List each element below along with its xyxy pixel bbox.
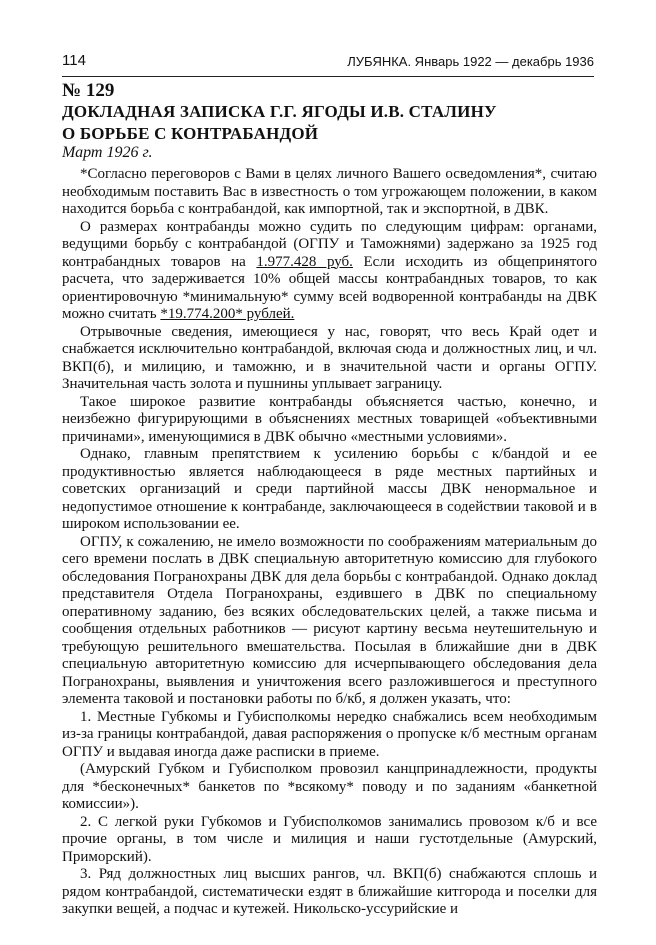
underlined-sum-1: 1.977.428 руб. bbox=[256, 253, 353, 270]
paragraph-8: (Амурский Губком и Губисполком провозил канцпринадлежности, продукты для *бесконечных* банкетов по *всякому* поводу и по заданиям «банкетной комиссии»). bbox=[62, 761, 597, 812]
paragraph-7: 1. Местные Губкомы и Губисполкомы нередко снабжались всем необходимым из-за границы контрабандой, давая распоряжения о пропуске к/б местным органам ОГПУ и выдавая иногда даже расписки в приеме. bbox=[62, 708, 597, 760]
paragraph-3: Отрывочные сведения, имеющиеся у нас, говорят, что весь Край одет и снабжается исключительно контрабандой, включая сюда и должностных лиц, и чл. ВКП(б), и милицию, и таможню, и в значительной части и органы ОГПУ. Значительная часть золота и пушнины уплывает заграницу. bbox=[62, 323, 597, 392]
paragraph-5: Однако, главным препятствием к усилению борьбы с к/бандой и ее продуктивностью является наблюдающееся в ряде местных партийных и советских организаций и среди партийной массы ДВК ненормальное и недопустимое отношение к контрабанде, заключающееся в содействии таковой и в широком использовании ее. bbox=[62, 446, 597, 532]
document-number: № 129 bbox=[62, 80, 115, 101]
document-title bbox=[62, 101, 602, 145]
underlined-sum-2: *19.774.200* рублей. bbox=[160, 306, 295, 322]
document-body bbox=[62, 166, 597, 919]
paragraph-6: ОГПУ, к сожалению, не имело возможности по соображениям материальным до сего времени послать в ДВК специальную авторитетную комиссию для глубокого обследования Погранохраны ДВК для дела борьбы с контрабандой. Однако доклад представителя Отдела Погранохраны, ездившего в ДВК по специальному оперативному заданию, без всяких обследовательских целей, а также письма и сообщения отдельных работников — рисуют картину весьма неутешительную и требующую решительного вмешательства. Посылая в ближайшие дни в ДВК специальную авторитетную комиссию для исчерпывающего обследования дела Погранохраны, выявления и уничтожения всего разложившегося и преступного элемента таковой и постановки работы по б/кб, я должен указать, что: bbox=[62, 533, 597, 707]
document-date: Март 1926 г. bbox=[62, 144, 153, 161]
page-number: 114 bbox=[62, 52, 86, 69]
title-line-2: О БОРЬБЕ С КОНТРАБАНДОЙ bbox=[62, 124, 319, 143]
paragraph-10: 3. Ряд должностных лиц высших рангов, чл. ВКП(б) снабжаются сплошь и рядом контрабандой, систематически ездят в ближайшие китгорода и поселки для закупки вещей, а подчас и кутежей. Никольско-уссурийские и bbox=[62, 866, 597, 917]
paragraph-9: 2. С легкой руки Губкомов и Губисполкомов занимались провозом к/б и все прочие органы, в том числе и милиция и наши густотдельные (Амурский, Приморский). bbox=[62, 813, 597, 865]
running-title: ЛУБЯНКА. Январь 1922 — декабрь 1936 bbox=[347, 54, 594, 69]
page-header bbox=[62, 50, 594, 77]
paragraph-4: Такое широкое развитие контрабанды объясняется частью, конечно, и неизбежно фигурирующими в объяснениях местных товарищей «объективными причинами», именующимися в ДВК обычно «местными условиями». bbox=[62, 393, 597, 445]
paragraph-1: *Согласно переговоров с Вами в целях личного Вашего осведомления*, считаю необходимым поставить Вас в известность о том угрожающем положении, в каком находится борьба с контрабандой, как импортной, так и экспортной, в ДВК. bbox=[62, 166, 597, 217]
title-line-1: ДОКЛАДНАЯ ЗАПИСКА Г.Г. ЯГОДЫ И.В. СТАЛИНУ bbox=[62, 102, 497, 121]
paragraph-2 bbox=[62, 219, 597, 324]
paragraph-2-text-b: Если исходить из общепринятого расчета, что задерживается 10% общей массы контрабандных товаров, то как ориентировочную *минимальную* сумму всей водворенной контрабанды на ДВК можно считать bbox=[62, 253, 597, 322]
paragraph-2-text-a: О размерах контрабанды можно судить по следующим цифрам: органами, ведущими борьбу с контрабандой (ОГПУ и Таможнями) задержано за 1925 год контрабандных товаров на bbox=[62, 218, 597, 270]
